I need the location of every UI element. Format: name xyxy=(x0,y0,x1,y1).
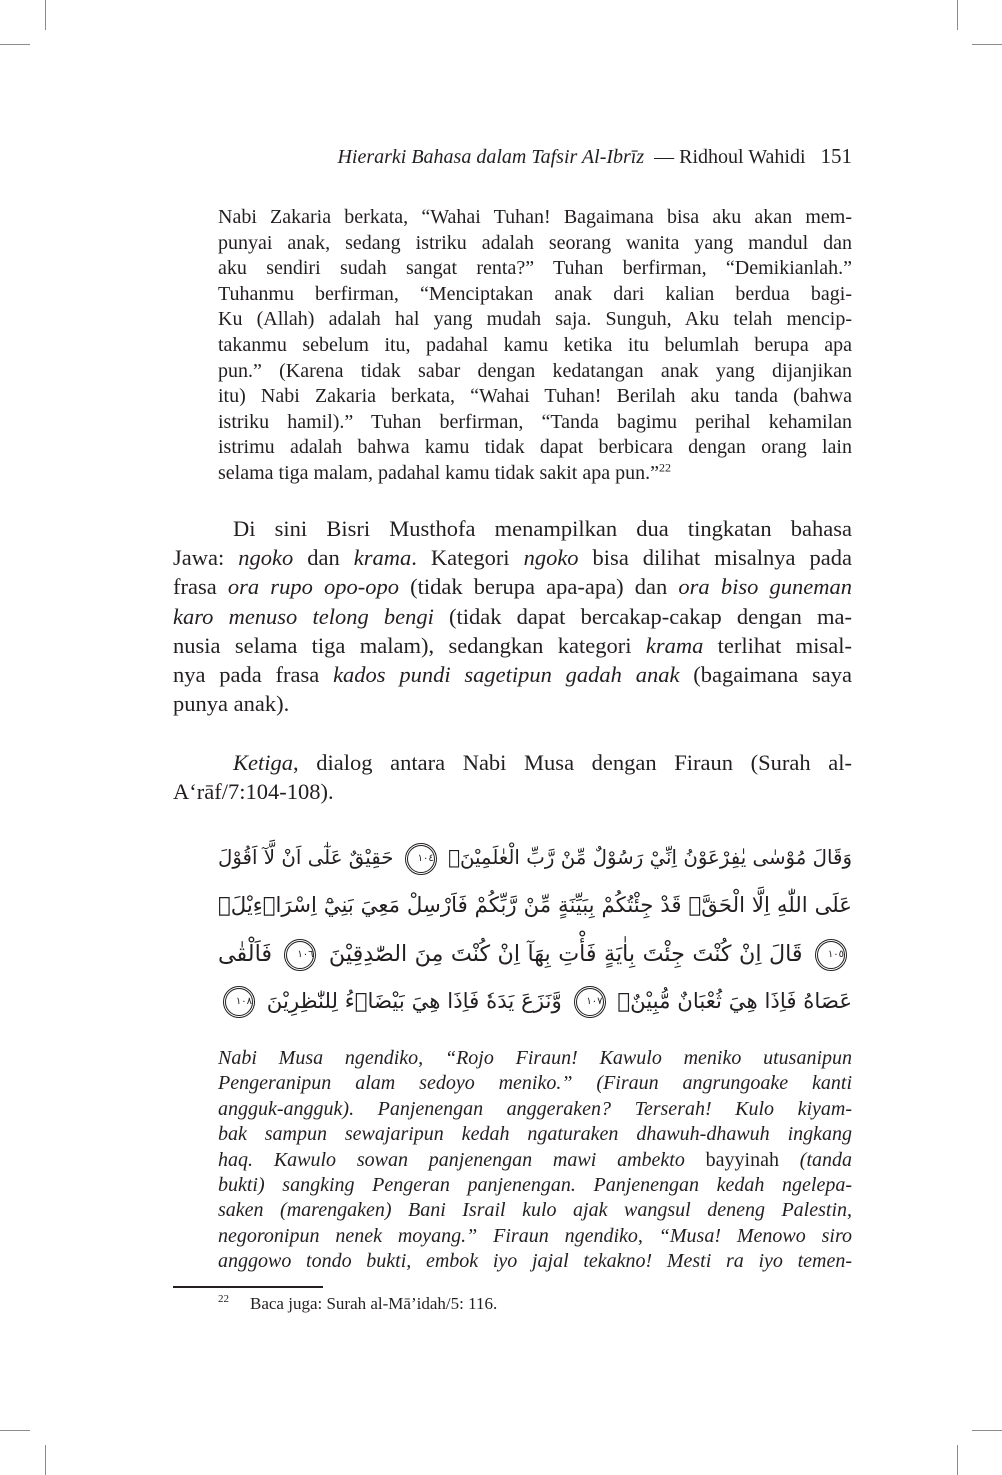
text-run: saken (marengaken) Bani Israil kulo ajak wangsul deneng Palestin, xyxy=(218,1199,852,1222)
text-run: terlihat misal- xyxy=(703,632,852,658)
running-header xyxy=(337,143,852,170)
text-run: itu) Nabi Zakaria berkata, “Wahai Tuhan! Berilah aku tanda (bahwa xyxy=(218,385,852,408)
arabic-text: وَقَالَ مُوْسٰى يٰفِرْعَوْنُ اِنِّيْ رَسُوْلٌ مِّنْ رَّبِّ الْعٰلَمِيْنَۙ xyxy=(441,846,853,869)
text-run: A‘rāf/7:104-108). xyxy=(173,779,334,805)
text-run: dan xyxy=(293,545,354,571)
text-line xyxy=(218,1148,852,1173)
text-line xyxy=(173,602,852,631)
text-line xyxy=(218,882,852,930)
italic-text: karo menuso telong bengi xyxy=(173,603,434,629)
text-run: (tidak dapat bercakap-cakap dengan ma- xyxy=(433,603,852,629)
text-line xyxy=(173,777,852,806)
text-run: (bagaimana saya xyxy=(679,662,852,688)
crop-mark xyxy=(0,1430,30,1431)
text-line xyxy=(218,1224,852,1249)
italic-text: ngoko xyxy=(523,545,579,571)
text-line xyxy=(218,930,852,978)
text-run: istrimu adalah bahwa kamu tidak dapat berbicara dengan orang lain xyxy=(218,436,852,459)
text-line xyxy=(218,205,852,231)
text-run: (tanda xyxy=(778,1148,853,1171)
footnote: 22 Baca juga: Surah al-Mā’idah/5: 116. xyxy=(218,1293,498,1313)
running-title: Hierarki Bahasa dalam Tafsir Al-Ibrīz xyxy=(337,146,645,168)
text-line xyxy=(218,1249,852,1274)
text-line xyxy=(218,410,852,436)
italic-text: ora rupo opo-opo xyxy=(227,574,399,600)
text-run: . Kategori xyxy=(411,545,524,571)
text-line xyxy=(173,543,852,572)
text-run: nya pada frasa xyxy=(173,662,334,688)
arabic-text: وَّنَزَعَ يَدَهٗ فَاِذَا هِيَ بَيْضَاۤءُ لِلنّٰظِرِيْنَ xyxy=(260,989,569,1014)
footnote-separator xyxy=(173,1286,323,1288)
italic-text: ora biso guneman xyxy=(678,574,852,600)
quran-verses-arabic xyxy=(218,834,852,1026)
text-run: , dialog antara Nabi Musa dengan Firaun (Surah al- xyxy=(293,750,852,775)
text-line xyxy=(218,384,852,410)
text-run: pun.” (Karena tidak sabar dengan kedatangan anak yang dijanjikan xyxy=(218,359,852,382)
text-line xyxy=(218,1198,852,1223)
arabic-text: قَالَ اِنْ كُنْتَ جِئْتَ بِاٰيَةٍ فَأْتِ بِهَآ اِنْ كُنْتَ مِنَ الصّٰدِقِيْنَ xyxy=(321,941,810,967)
page-number: 151 xyxy=(820,144,852,168)
verse-number-marker: ١٠٦ xyxy=(284,939,316,971)
italic-text: kados pundi sagetipun gadah anak xyxy=(333,662,680,688)
text-line xyxy=(218,1122,852,1147)
italic-text: Ketiga xyxy=(233,750,293,775)
text-run: angguk-angguk). Panjenengan anggeraken? Terserah! Kulo kiyam- xyxy=(218,1097,852,1120)
text-run: negoronipun nenek moyang.” Firaun ngendiko, “Musa! Menowo siro xyxy=(218,1224,852,1247)
text-line xyxy=(218,978,852,1026)
italic-text: krama xyxy=(353,545,412,571)
text-line xyxy=(173,631,852,660)
text-run: Nabi Zakaria berkata, “Wahai Tuhan! Bagaimana bisa aku akan mem- xyxy=(218,206,852,228)
roman-text: bayyinah xyxy=(705,1148,779,1171)
text-run: bukti) sangking Pengeran panjenengan. Panjenengan kedah ngelepa- xyxy=(218,1174,852,1197)
text-line xyxy=(218,461,852,487)
text-run: aku sendiri sudah sangat renta?” Tuhan berfirman, “Demikianlah.” xyxy=(218,257,852,280)
verse-number-marker: ١٠٤ xyxy=(405,843,437,875)
text-line xyxy=(173,660,852,689)
running-author: — Ridhoul Wahidi xyxy=(654,146,806,168)
text-run: bisa dilihat misalnya pada xyxy=(578,545,852,571)
italic-text: ngoko xyxy=(238,545,294,571)
text-line xyxy=(173,689,852,718)
text-run: istriku hamil).” Tuhan berfirman, “Tanda bagimu perihal kehamilan xyxy=(218,410,852,433)
text-line xyxy=(218,1071,852,1096)
crop-mark xyxy=(45,0,46,30)
text-line xyxy=(218,1173,852,1198)
javanese-translation-quote xyxy=(218,1046,852,1275)
crop-mark xyxy=(972,44,1002,45)
arabic-text: عَصَاهُ فَاِذَا هِيَ ثُعْبَانٌ مُّبِيْنٌۚ xyxy=(610,989,853,1014)
footnote-reference: 22 xyxy=(658,460,671,475)
crop-mark xyxy=(957,1445,958,1475)
crop-mark xyxy=(45,1445,46,1475)
text-line xyxy=(218,1046,852,1071)
text-line xyxy=(218,1097,852,1122)
text-line xyxy=(218,435,852,461)
block-quote-translation xyxy=(218,205,852,487)
text-run: Jawa: xyxy=(173,545,239,571)
text-line xyxy=(218,282,852,308)
text-run: frasa xyxy=(173,574,228,600)
italic-text: krama xyxy=(645,632,704,658)
text-run: Di sini Bisri Musthofa menampilkan dua tingkatan bahasa xyxy=(233,516,852,541)
crop-mark xyxy=(0,44,30,45)
crop-mark xyxy=(957,0,958,30)
crop-mark xyxy=(972,1430,1002,1431)
verse-number-marker: ١٠٨ xyxy=(223,986,255,1018)
text-line xyxy=(218,359,852,385)
text-run: Nabi Musa ngendiko, “Rojo Firaun! Kawulo meniko utusanipun xyxy=(218,1047,852,1069)
text-run: punya anak). xyxy=(173,691,290,717)
body-paragraph xyxy=(173,514,852,718)
arabic-text: حَقِيْقٌ عَلٰٓى اَنْ لَّآ اَقُوْلَ xyxy=(218,846,400,869)
text-line xyxy=(218,307,852,333)
text-run: anggowo tondo bukti, embok iyo jajal tekakno! Mesti ra iyo temen- xyxy=(218,1250,852,1273)
text-line xyxy=(173,748,852,777)
text-line xyxy=(218,834,852,882)
text-run: (tidak berupa apa-apa) dan xyxy=(398,574,679,600)
text-line xyxy=(218,231,852,257)
body-paragraph xyxy=(173,748,852,806)
text-run: Ku (Allah) adalah hal yang mudah saja. Sunguh, Aku telah mencip- xyxy=(218,308,852,331)
text-line xyxy=(173,572,852,601)
text-run: haq. Kawulo sowan panjenengan mawi ambekto xyxy=(218,1148,706,1171)
text-run: Pengeranipun alam sedoyo meniko.” (Firaun angrungoake kanti xyxy=(218,1072,852,1095)
footnote-text: Baca juga: Surah al-Mā’idah/5: 116. xyxy=(250,1294,498,1313)
text-line xyxy=(218,333,852,359)
text-run: Tuhanmu berfirman, “Menciptakan anak dari kalian berdua bagi- xyxy=(218,282,852,305)
text-run: takanmu sebelum itu, padahal kamu ketika itu belumlah berupa apa xyxy=(218,333,852,356)
text-run: nusia selama tiga malam), sedangkan kategori xyxy=(173,632,646,658)
verse-number-marker: ١٠٥ xyxy=(815,939,847,971)
arabic-text: فَاَلْقٰى xyxy=(218,941,280,967)
arabic-text: عَلَى اللّٰهِ اِلَّا الْحَقَّۗ قَدْ جِئْتُكُمْ بِبَيِّنَةٍ مِّنْ رَّبِّكُمْ فَاَرْسِلْ مَعِيَ بَنِيْٓ اِسْرَاۤءِيْلَۗ xyxy=(218,893,852,918)
text-line xyxy=(218,256,852,282)
text-run: selama tiga malam, padahal kamu tidak sakit apa pun.” xyxy=(218,461,659,484)
text-run: punyai anak, sedang istriku adalah seorang wanita yang mandul dan xyxy=(218,231,852,254)
text-run: bak sampun sewajaripun kedah ngaturaken dhawuh-dhawuh ingkang xyxy=(218,1123,852,1146)
verse-number-marker: ١٠٧ xyxy=(574,986,606,1018)
text-line xyxy=(173,514,852,543)
